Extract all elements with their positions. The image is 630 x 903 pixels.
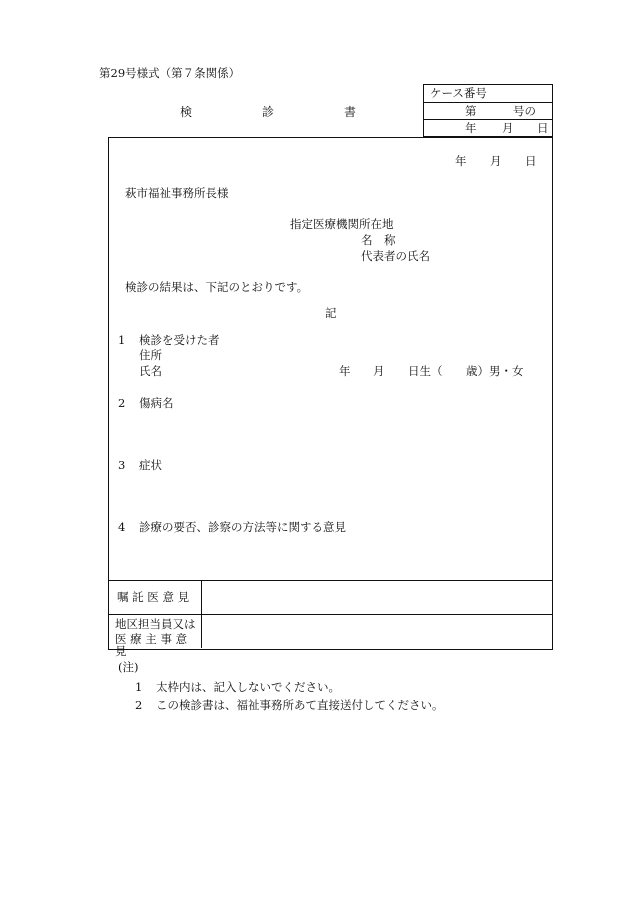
note-2-text: この検診書は、福祉事務所あて直接送付してください。 (156, 698, 444, 712)
doc-title-char: 検 (180, 105, 193, 119)
case-number-suffix: 号の (513, 104, 536, 118)
item-1-label: 検診を受けた者 (139, 333, 220, 347)
item-1-address-label: 住所 (139, 348, 162, 362)
date-month: 月 (490, 154, 502, 168)
case-number-row[interactable] (424, 102, 552, 119)
form-code: 第29号様式（第７条関係） (99, 66, 241, 80)
district-opinion-text-2: 医 療 主 事 意 見 (115, 632, 188, 658)
item-2-number: 2 (118, 396, 126, 410)
case-date-row[interactable] (424, 119, 552, 136)
institution-name-label: 名 称 (361, 233, 396, 247)
item-1-name-label: 氏名 (139, 364, 162, 378)
district-opinion-text-1: 地区担当員又は (115, 617, 196, 631)
consultant-opinion-field[interactable] (202, 581, 552, 614)
case-date-day: 日 (537, 121, 549, 135)
case-date-month: 月 (502, 121, 514, 135)
institution-rep-label: 代表者の氏名 (361, 249, 430, 263)
institution-address-label: 指定医療機関所在地 (290, 217, 394, 231)
case-label: ケース番号 (430, 86, 487, 100)
addressee: 萩市福祉事務所長様 (125, 186, 229, 200)
district-opinion-label (109, 615, 202, 658)
ki-heading: 記 (325, 306, 337, 320)
intro-text: 検診の結果は、下記のとおりです。 (125, 280, 309, 294)
item-4-label: 診療の要否、診察の方法等に関する意見 (139, 520, 346, 534)
case-number-prefix: 第 (465, 104, 477, 118)
note-2-number: 2 (135, 698, 143, 712)
consultant-opinion-row (109, 581, 552, 614)
doc-title-char: 書 (344, 105, 357, 119)
case-number-box (423, 84, 553, 137)
main-form-frame (108, 137, 553, 582)
opinions-table (108, 580, 553, 658)
case-label-row (424, 85, 552, 102)
item-1-number: 1 (118, 333, 126, 347)
item-4-number: 4 (118, 520, 126, 534)
item-3-number: 3 (118, 458, 126, 472)
birth-year: 年 (339, 364, 351, 378)
notes-heading: (注) (118, 660, 139, 674)
item-3-label: 症状 (139, 458, 162, 472)
consultant-opinion-text: 嘱 託 医 意 見 (117, 590, 190, 604)
district-opinion-field[interactable] (202, 615, 552, 648)
note-1-text: 太枠内は、記入しないでください。 (156, 680, 340, 694)
case-date-year: 年 (465, 121, 477, 135)
birth-day: 日生（ (408, 364, 443, 378)
doc-title-char: 診 (262, 105, 275, 119)
birth-month: 月 (373, 364, 385, 378)
district-opinion-row (109, 614, 552, 658)
item-2-label: 傷病名 (139, 396, 174, 410)
date-year: 年 (455, 154, 467, 168)
age-sex: 歳）男・女 (466, 364, 524, 378)
date-day: 日 (525, 154, 537, 168)
consultant-opinion-label (109, 581, 202, 614)
note-1-number: 1 (135, 680, 143, 694)
